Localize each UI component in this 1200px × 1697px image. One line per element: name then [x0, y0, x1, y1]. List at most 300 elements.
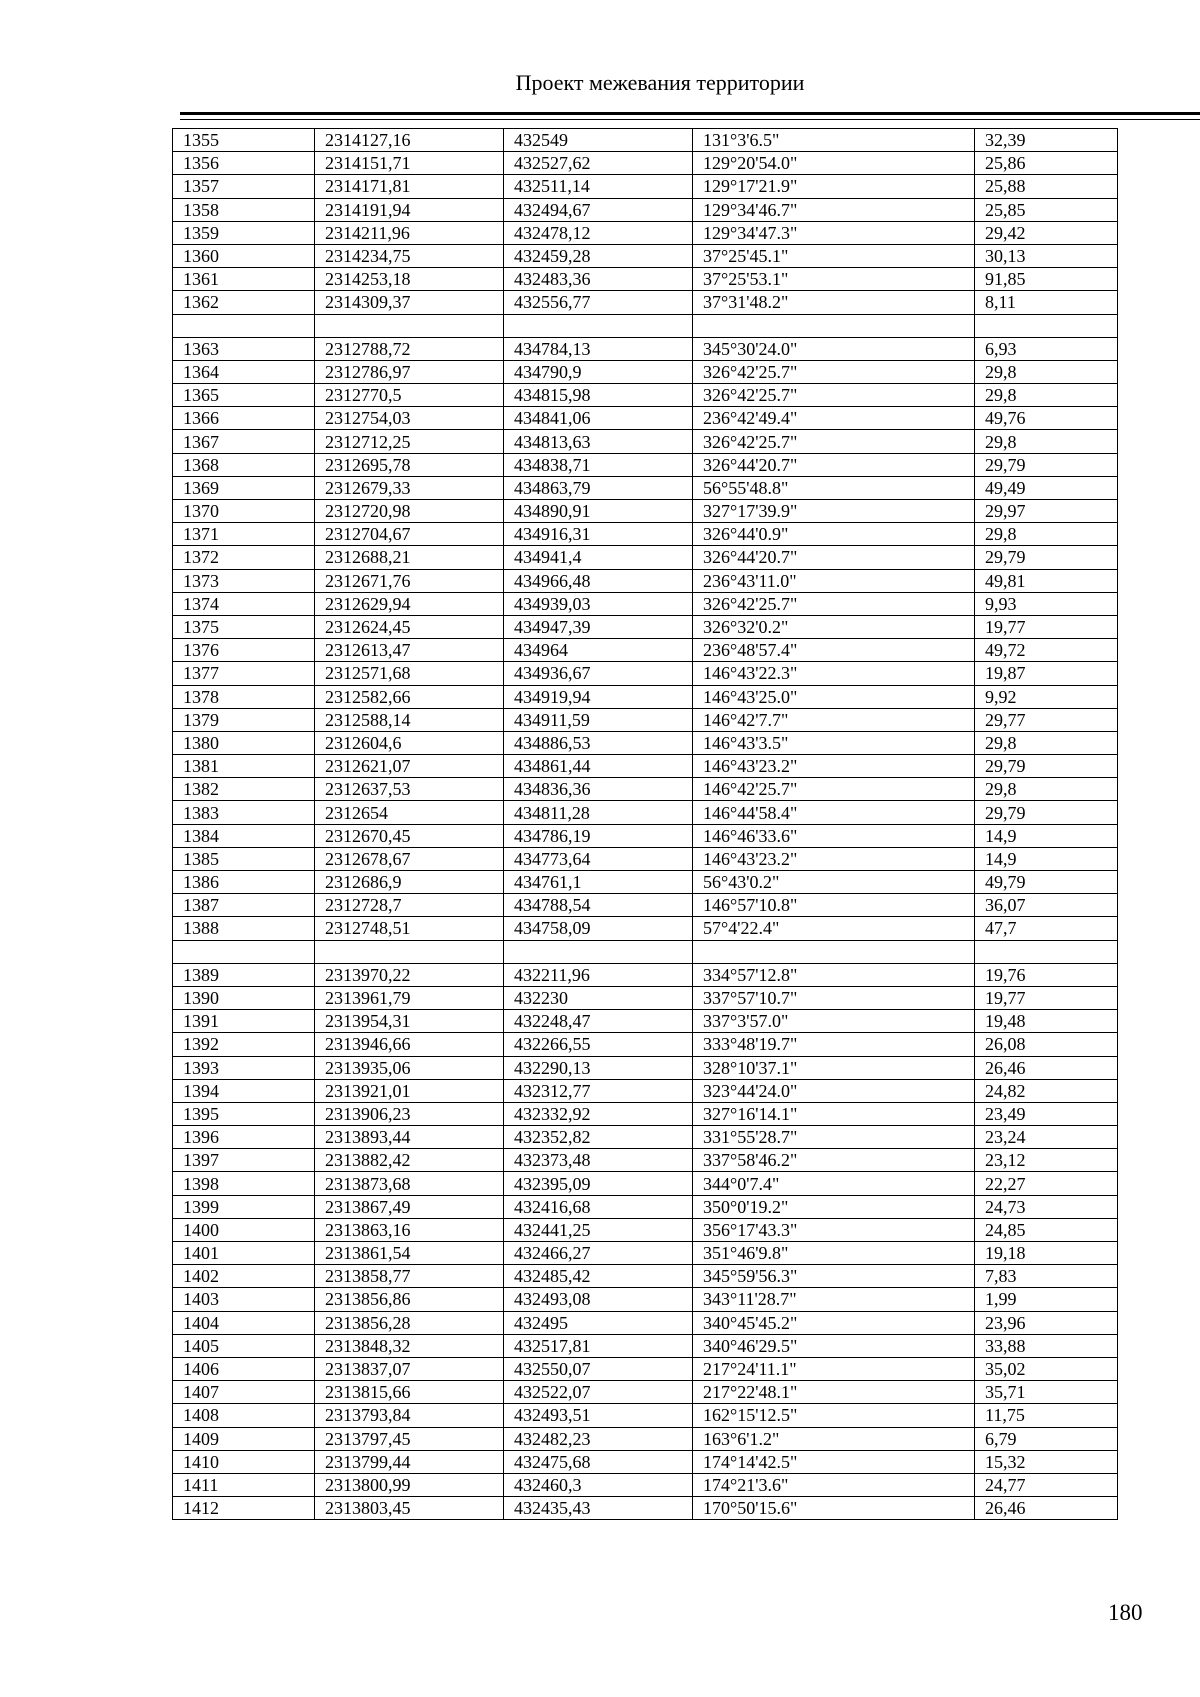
point-number-cell: 1400	[173, 1218, 315, 1241]
x-coordinate-cell: 2314151,71	[315, 152, 504, 175]
table-row	[173, 198, 1118, 221]
distance-cell: 33,88	[975, 1334, 1118, 1357]
x-coordinate-cell: 2313797,45	[315, 1427, 504, 1450]
table-row	[173, 1218, 1118, 1241]
x-coordinate-cell: 2313935,06	[315, 1056, 504, 1079]
point-number-cell: 1397	[173, 1149, 315, 1172]
table-row	[173, 778, 1118, 801]
distance-cell: 24,77	[975, 1473, 1118, 1496]
distance-cell: 23,96	[975, 1311, 1118, 1334]
y-coordinate-cell: 434966,48	[504, 569, 693, 592]
table-row	[173, 407, 1118, 430]
table-row	[173, 1427, 1118, 1450]
point-number-cell: 1403	[173, 1288, 315, 1311]
point-number-cell: 1399	[173, 1195, 315, 1218]
distance-cell: 29,97	[975, 500, 1118, 523]
table-row	[173, 615, 1118, 638]
y-coordinate-cell: 432549	[504, 129, 693, 152]
x-coordinate-cell: 2313954,31	[315, 1010, 504, 1033]
y-coordinate-cell: 434836,36	[504, 778, 693, 801]
direction-angle-cell: 326°42'25.7"	[693, 384, 975, 407]
point-number-cell: 1366	[173, 407, 315, 430]
point-number-cell: 1361	[173, 268, 315, 291]
distance-cell: 32,39	[975, 129, 1118, 152]
direction-angle-cell: 326°42'25.7"	[693, 360, 975, 383]
table-row	[173, 801, 1118, 824]
point-number-cell: 1393	[173, 1056, 315, 1079]
table-row	[173, 291, 1118, 314]
y-coordinate-cell: 434964	[504, 639, 693, 662]
table-row	[173, 476, 1118, 499]
x-coordinate-cell: 2312624,45	[315, 615, 504, 638]
y-coordinate-cell: 432312,77	[504, 1079, 693, 1102]
point-number-cell: 1381	[173, 755, 315, 778]
point-number-cell	[173, 314, 315, 337]
distance-cell: 26,08	[975, 1033, 1118, 1056]
x-coordinate-cell: 2312571,68	[315, 662, 504, 685]
table-row	[173, 1102, 1118, 1125]
x-coordinate-cell: 2314191,94	[315, 198, 504, 221]
distance-cell: 25,85	[975, 198, 1118, 221]
distance-cell	[975, 314, 1118, 337]
point-number-cell: 1385	[173, 847, 315, 870]
y-coordinate-cell: 434838,71	[504, 453, 693, 476]
distance-cell: 14,9	[975, 824, 1118, 847]
direction-angle-cell: 217°24'11.1"	[693, 1357, 975, 1380]
x-coordinate-cell: 2312582,66	[315, 685, 504, 708]
point-number-cell: 1356	[173, 152, 315, 175]
distance-cell: 47,7	[975, 917, 1118, 940]
point-number-cell: 1375	[173, 615, 315, 638]
distance-cell: 24,73	[975, 1195, 1118, 1218]
x-coordinate-cell: 2313856,28	[315, 1311, 504, 1334]
y-coordinate-cell: 432482,23	[504, 1427, 693, 1450]
y-coordinate-cell: 432460,3	[504, 1473, 693, 1496]
y-coordinate-cell: 434788,54	[504, 894, 693, 917]
y-coordinate-cell: 432493,08	[504, 1288, 693, 1311]
x-coordinate-cell: 2312613,47	[315, 639, 504, 662]
table-row	[173, 731, 1118, 754]
y-coordinate-cell: 434919,94	[504, 685, 693, 708]
x-coordinate-cell: 2313863,16	[315, 1218, 504, 1241]
distance-cell: 8,11	[975, 291, 1118, 314]
table-row	[173, 268, 1118, 291]
point-number-cell: 1410	[173, 1450, 315, 1473]
distance-cell: 6,93	[975, 337, 1118, 360]
table-row	[173, 1242, 1118, 1265]
point-number-cell: 1394	[173, 1079, 315, 1102]
table-row	[173, 1033, 1118, 1056]
y-coordinate-cell: 432475,68	[504, 1450, 693, 1473]
y-coordinate-cell: 434773,64	[504, 847, 693, 870]
y-coordinate-cell: 432511,14	[504, 175, 693, 198]
point-number-cell: 1389	[173, 963, 315, 986]
point-number-cell: 1404	[173, 1311, 315, 1334]
direction-angle-cell: 129°34'47.3"	[693, 221, 975, 244]
y-coordinate-cell: 432248,47	[504, 1010, 693, 1033]
direction-angle-cell	[693, 314, 975, 337]
distance-cell: 29,42	[975, 221, 1118, 244]
distance-cell: 36,07	[975, 894, 1118, 917]
x-coordinate-cell: 2312654	[315, 801, 504, 824]
distance-cell: 19,87	[975, 662, 1118, 685]
table-row	[173, 963, 1118, 986]
direction-angle-cell: 328°10'37.1"	[693, 1056, 975, 1079]
y-coordinate-cell: 434861,44	[504, 755, 693, 778]
point-number-cell: 1405	[173, 1334, 315, 1357]
direction-angle-cell: 327°16'14.1"	[693, 1102, 975, 1125]
distance-cell: 29,79	[975, 453, 1118, 476]
direction-angle-cell: 326°44'0.9"	[693, 523, 975, 546]
distance-cell: 23,49	[975, 1102, 1118, 1125]
x-coordinate-cell: 2313867,49	[315, 1195, 504, 1218]
direction-angle-cell: 326°44'20.7"	[693, 453, 975, 476]
table-row	[173, 1172, 1118, 1195]
direction-angle-cell: 236°48'57.4"	[693, 639, 975, 662]
table-row	[173, 847, 1118, 870]
direction-angle-cell: 326°44'20.7"	[693, 546, 975, 569]
direction-angle-cell: 326°32'0.2"	[693, 615, 975, 638]
table-row	[173, 755, 1118, 778]
direction-angle-cell: 146°43'25.0"	[693, 685, 975, 708]
x-coordinate-cell: 2312695,78	[315, 453, 504, 476]
direction-angle-cell: 163°6'1.2"	[693, 1427, 975, 1450]
direction-angle-cell: 337°3'57.0"	[693, 1010, 975, 1033]
table-row	[173, 685, 1118, 708]
distance-cell: 49,81	[975, 569, 1118, 592]
y-coordinate-cell: 432493,51	[504, 1404, 693, 1427]
point-number-cell: 1380	[173, 731, 315, 754]
table-row	[173, 662, 1118, 685]
distance-cell: 25,88	[975, 175, 1118, 198]
point-number-cell: 1387	[173, 894, 315, 917]
direction-angle-cell: 345°59'56.3"	[693, 1265, 975, 1288]
x-coordinate-cell: 2312720,98	[315, 500, 504, 523]
table-row	[173, 1265, 1118, 1288]
x-coordinate-cell: 2313861,54	[315, 1242, 504, 1265]
x-coordinate-cell: 2313803,45	[315, 1497, 504, 1520]
point-number-cell: 1378	[173, 685, 315, 708]
point-number-cell: 1384	[173, 824, 315, 847]
distance-cell: 29,8	[975, 360, 1118, 383]
table-row	[173, 523, 1118, 546]
table-row	[173, 824, 1118, 847]
direction-angle-cell: 56°55'48.8"	[693, 476, 975, 499]
y-coordinate-cell	[504, 314, 693, 337]
distance-cell: 6,79	[975, 1427, 1118, 1450]
direction-angle-cell: 337°58'46.2"	[693, 1149, 975, 1172]
table-row	[173, 1473, 1118, 1496]
y-coordinate-cell: 432517,81	[504, 1334, 693, 1357]
direction-angle-cell: 131°3'6.5"	[693, 129, 975, 152]
x-coordinate-cell: 2312671,76	[315, 569, 504, 592]
y-coordinate-cell	[504, 940, 693, 963]
direction-angle-cell: 345°30'24.0"	[693, 337, 975, 360]
x-coordinate-cell: 2313848,32	[315, 1334, 504, 1357]
point-number-cell: 1409	[173, 1427, 315, 1450]
table-row	[173, 940, 1118, 963]
direction-angle-cell: 356°17'43.3"	[693, 1218, 975, 1241]
x-coordinate-cell: 2313882,42	[315, 1149, 504, 1172]
coordinates-table-body	[173, 129, 1118, 1520]
table-row	[173, 592, 1118, 615]
point-number-cell: 1407	[173, 1381, 315, 1404]
point-number-cell: 1359	[173, 221, 315, 244]
y-coordinate-cell: 432550,07	[504, 1357, 693, 1380]
point-number-cell: 1377	[173, 662, 315, 685]
table-row	[173, 221, 1118, 244]
table-row	[173, 894, 1118, 917]
point-number-cell: 1372	[173, 546, 315, 569]
point-number-cell: 1391	[173, 1010, 315, 1033]
distance-cell: 35,02	[975, 1357, 1118, 1380]
x-coordinate-cell: 2313921,01	[315, 1079, 504, 1102]
point-number-cell: 1364	[173, 360, 315, 383]
direction-angle-cell: 57°4'22.4"	[693, 917, 975, 940]
table-row	[173, 986, 1118, 1009]
point-number-cell: 1371	[173, 523, 315, 546]
distance-cell: 9,92	[975, 685, 1118, 708]
x-coordinate-cell: 2314127,16	[315, 129, 504, 152]
point-number-cell: 1388	[173, 917, 315, 940]
y-coordinate-cell: 434786,19	[504, 824, 693, 847]
x-coordinate-cell: 2312678,67	[315, 847, 504, 870]
x-coordinate-cell: 2312748,51	[315, 917, 504, 940]
direction-angle-cell	[693, 940, 975, 963]
x-coordinate-cell: 2313906,23	[315, 1102, 504, 1125]
table-row	[173, 500, 1118, 523]
y-coordinate-cell: 434886,53	[504, 731, 693, 754]
table-row	[173, 1497, 1118, 1520]
y-coordinate-cell: 432352,82	[504, 1126, 693, 1149]
direction-angle-cell: 37°31'48.2"	[693, 291, 975, 314]
table-row	[173, 430, 1118, 453]
x-coordinate-cell: 2313893,44	[315, 1126, 504, 1149]
distance-cell: 29,8	[975, 430, 1118, 453]
x-coordinate-cell: 2313856,86	[315, 1288, 504, 1311]
distance-cell: 7,83	[975, 1265, 1118, 1288]
y-coordinate-cell: 432435,43	[504, 1497, 693, 1520]
x-coordinate-cell: 2313858,77	[315, 1265, 504, 1288]
y-coordinate-cell: 432290,13	[504, 1056, 693, 1079]
direction-angle-cell: 146°43'22.3"	[693, 662, 975, 685]
y-coordinate-cell: 432459,28	[504, 244, 693, 267]
point-number-cell: 1357	[173, 175, 315, 198]
point-number-cell: 1411	[173, 1473, 315, 1496]
point-number-cell	[173, 940, 315, 963]
y-coordinate-cell: 432395,09	[504, 1172, 693, 1195]
x-coordinate-cell: 2312604,6	[315, 731, 504, 754]
point-number-cell: 1367	[173, 430, 315, 453]
table-row	[173, 917, 1118, 940]
x-coordinate-cell: 2312712,25	[315, 430, 504, 453]
table-row	[173, 1311, 1118, 1334]
y-coordinate-cell: 432266,55	[504, 1033, 693, 1056]
point-number-cell: 1412	[173, 1497, 315, 1520]
table-row	[173, 1404, 1118, 1427]
distance-cell: 29,79	[975, 546, 1118, 569]
point-number-cell: 1379	[173, 708, 315, 731]
distance-cell: 30,13	[975, 244, 1118, 267]
x-coordinate-cell: 2312670,45	[315, 824, 504, 847]
x-coordinate-cell: 2313800,99	[315, 1473, 504, 1496]
y-coordinate-cell: 434841,06	[504, 407, 693, 430]
distance-cell: 19,77	[975, 615, 1118, 638]
table-row	[173, 314, 1118, 337]
y-coordinate-cell: 432522,07	[504, 1381, 693, 1404]
x-coordinate-cell: 2314211,96	[315, 221, 504, 244]
distance-cell: 19,76	[975, 963, 1118, 986]
direction-angle-cell: 56°43'0.2"	[693, 871, 975, 894]
y-coordinate-cell: 432494,67	[504, 198, 693, 221]
y-coordinate-cell: 434936,67	[504, 662, 693, 685]
direction-angle-cell: 344°0'7.4"	[693, 1172, 975, 1195]
x-coordinate-cell: 2312728,7	[315, 894, 504, 917]
direction-angle-cell: 146°44'58.4"	[693, 801, 975, 824]
distance-cell: 11,75	[975, 1404, 1118, 1427]
distance-cell: 19,18	[975, 1242, 1118, 1265]
direction-angle-cell: 343°11'28.7"	[693, 1288, 975, 1311]
y-coordinate-cell: 432332,92	[504, 1102, 693, 1125]
direction-angle-cell: 337°57'10.7"	[693, 986, 975, 1009]
y-coordinate-cell: 434916,31	[504, 523, 693, 546]
direction-angle-cell: 323°44'24.0"	[693, 1079, 975, 1102]
point-number-cell: 1376	[173, 639, 315, 662]
distance-cell: 49,49	[975, 476, 1118, 499]
x-coordinate-cell: 2313837,07	[315, 1357, 504, 1380]
point-number-cell: 1390	[173, 986, 315, 1009]
direction-angle-cell: 37°25'53.1"	[693, 268, 975, 291]
point-number-cell: 1355	[173, 129, 315, 152]
table-row	[173, 1288, 1118, 1311]
table-row	[173, 569, 1118, 592]
y-coordinate-cell: 434815,98	[504, 384, 693, 407]
y-coordinate-cell: 434947,39	[504, 615, 693, 638]
header-rule-thin	[180, 119, 1200, 120]
point-number-cell: 1383	[173, 801, 315, 824]
distance-cell: 24,85	[975, 1218, 1118, 1241]
table-row	[173, 708, 1118, 731]
distance-cell	[975, 940, 1118, 963]
x-coordinate-cell: 2312637,53	[315, 778, 504, 801]
point-number-cell: 1374	[173, 592, 315, 615]
x-coordinate-cell: 2313873,68	[315, 1172, 504, 1195]
direction-angle-cell: 146°46'33.6"	[693, 824, 975, 847]
distance-cell: 23,24	[975, 1126, 1118, 1149]
direction-angle-cell: 333°48'19.7"	[693, 1033, 975, 1056]
y-coordinate-cell: 432527,62	[504, 152, 693, 175]
distance-cell: 29,79	[975, 755, 1118, 778]
y-coordinate-cell: 432483,36	[504, 268, 693, 291]
table-row	[173, 1450, 1118, 1473]
table-row	[173, 360, 1118, 383]
direction-angle-cell: 146°43'23.2"	[693, 755, 975, 778]
table-row	[173, 1381, 1118, 1404]
x-coordinate-cell: 2313970,22	[315, 963, 504, 986]
direction-angle-cell: 334°57'12.8"	[693, 963, 975, 986]
point-number-cell: 1396	[173, 1126, 315, 1149]
x-coordinate-cell: 2313946,66	[315, 1033, 504, 1056]
direction-angle-cell: 340°45'45.2"	[693, 1311, 975, 1334]
point-number-cell: 1386	[173, 871, 315, 894]
y-coordinate-cell: 434784,13	[504, 337, 693, 360]
y-coordinate-cell: 434941,4	[504, 546, 693, 569]
direction-angle-cell: 326°42'25.7"	[693, 592, 975, 615]
x-coordinate-cell	[315, 314, 504, 337]
point-number-cell: 1408	[173, 1404, 315, 1427]
table-row	[173, 1010, 1118, 1033]
header-rule-thick	[180, 112, 1200, 115]
direction-angle-cell: 162°15'12.5"	[693, 1404, 975, 1427]
direction-angle-cell: 326°42'25.7"	[693, 430, 975, 453]
distance-cell: 91,85	[975, 268, 1118, 291]
point-number-cell: 1398	[173, 1172, 315, 1195]
distance-cell: 9,93	[975, 592, 1118, 615]
direction-angle-cell: 146°42'7.7"	[693, 708, 975, 731]
x-coordinate-cell: 2313799,44	[315, 1450, 504, 1473]
y-coordinate-cell: 434758,09	[504, 917, 693, 940]
x-coordinate-cell: 2312688,21	[315, 546, 504, 569]
y-coordinate-cell: 432556,77	[504, 291, 693, 314]
direction-angle-cell: 37°25'45.1"	[693, 244, 975, 267]
y-coordinate-cell: 434890,91	[504, 500, 693, 523]
distance-cell: 22,27	[975, 1172, 1118, 1195]
distance-cell: 23,12	[975, 1149, 1118, 1172]
point-number-cell: 1360	[173, 244, 315, 267]
x-coordinate-cell: 2312588,14	[315, 708, 504, 731]
distance-cell: 35,71	[975, 1381, 1118, 1404]
direction-angle-cell: 236°43'11.0"	[693, 569, 975, 592]
y-coordinate-cell: 434811,28	[504, 801, 693, 824]
distance-cell: 26,46	[975, 1497, 1118, 1520]
direction-angle-cell: 146°57'10.8"	[693, 894, 975, 917]
point-number-cell: 1370	[173, 500, 315, 523]
table-row	[173, 175, 1118, 198]
distance-cell: 29,8	[975, 731, 1118, 754]
direction-angle-cell: 129°17'21.9"	[693, 175, 975, 198]
x-coordinate-cell: 2313961,79	[315, 986, 504, 1009]
direction-angle-cell: 129°34'46.7"	[693, 198, 975, 221]
distance-cell: 29,8	[975, 523, 1118, 546]
x-coordinate-cell: 2314253,18	[315, 268, 504, 291]
point-number-cell: 1358	[173, 198, 315, 221]
x-coordinate-cell: 2312786,97	[315, 360, 504, 383]
y-coordinate-cell: 432211,96	[504, 963, 693, 986]
distance-cell: 49,79	[975, 871, 1118, 894]
x-coordinate-cell: 2314234,75	[315, 244, 504, 267]
x-coordinate-cell: 2314171,81	[315, 175, 504, 198]
table-row	[173, 1056, 1118, 1079]
distance-cell: 29,77	[975, 708, 1118, 731]
distance-cell: 24,82	[975, 1079, 1118, 1102]
direction-angle-cell: 146°42'25.7"	[693, 778, 975, 801]
direction-angle-cell: 217°22'48.1"	[693, 1381, 975, 1404]
point-number-cell: 1368	[173, 453, 315, 476]
distance-cell: 14,9	[975, 847, 1118, 870]
page-number: 180	[1108, 1600, 1143, 1625]
point-number-cell: 1406	[173, 1357, 315, 1380]
direction-angle-cell: 331°55'28.7"	[693, 1126, 975, 1149]
y-coordinate-cell: 432441,25	[504, 1218, 693, 1241]
y-coordinate-cell: 434911,59	[504, 708, 693, 731]
direction-angle-cell: 146°43'3.5"	[693, 731, 975, 754]
point-number-cell: 1401	[173, 1242, 315, 1265]
x-coordinate-cell: 2312629,94	[315, 592, 504, 615]
y-coordinate-cell: 432495	[504, 1311, 693, 1334]
x-coordinate-cell: 2312788,72	[315, 337, 504, 360]
table-row	[173, 244, 1118, 267]
point-number-cell: 1382	[173, 778, 315, 801]
